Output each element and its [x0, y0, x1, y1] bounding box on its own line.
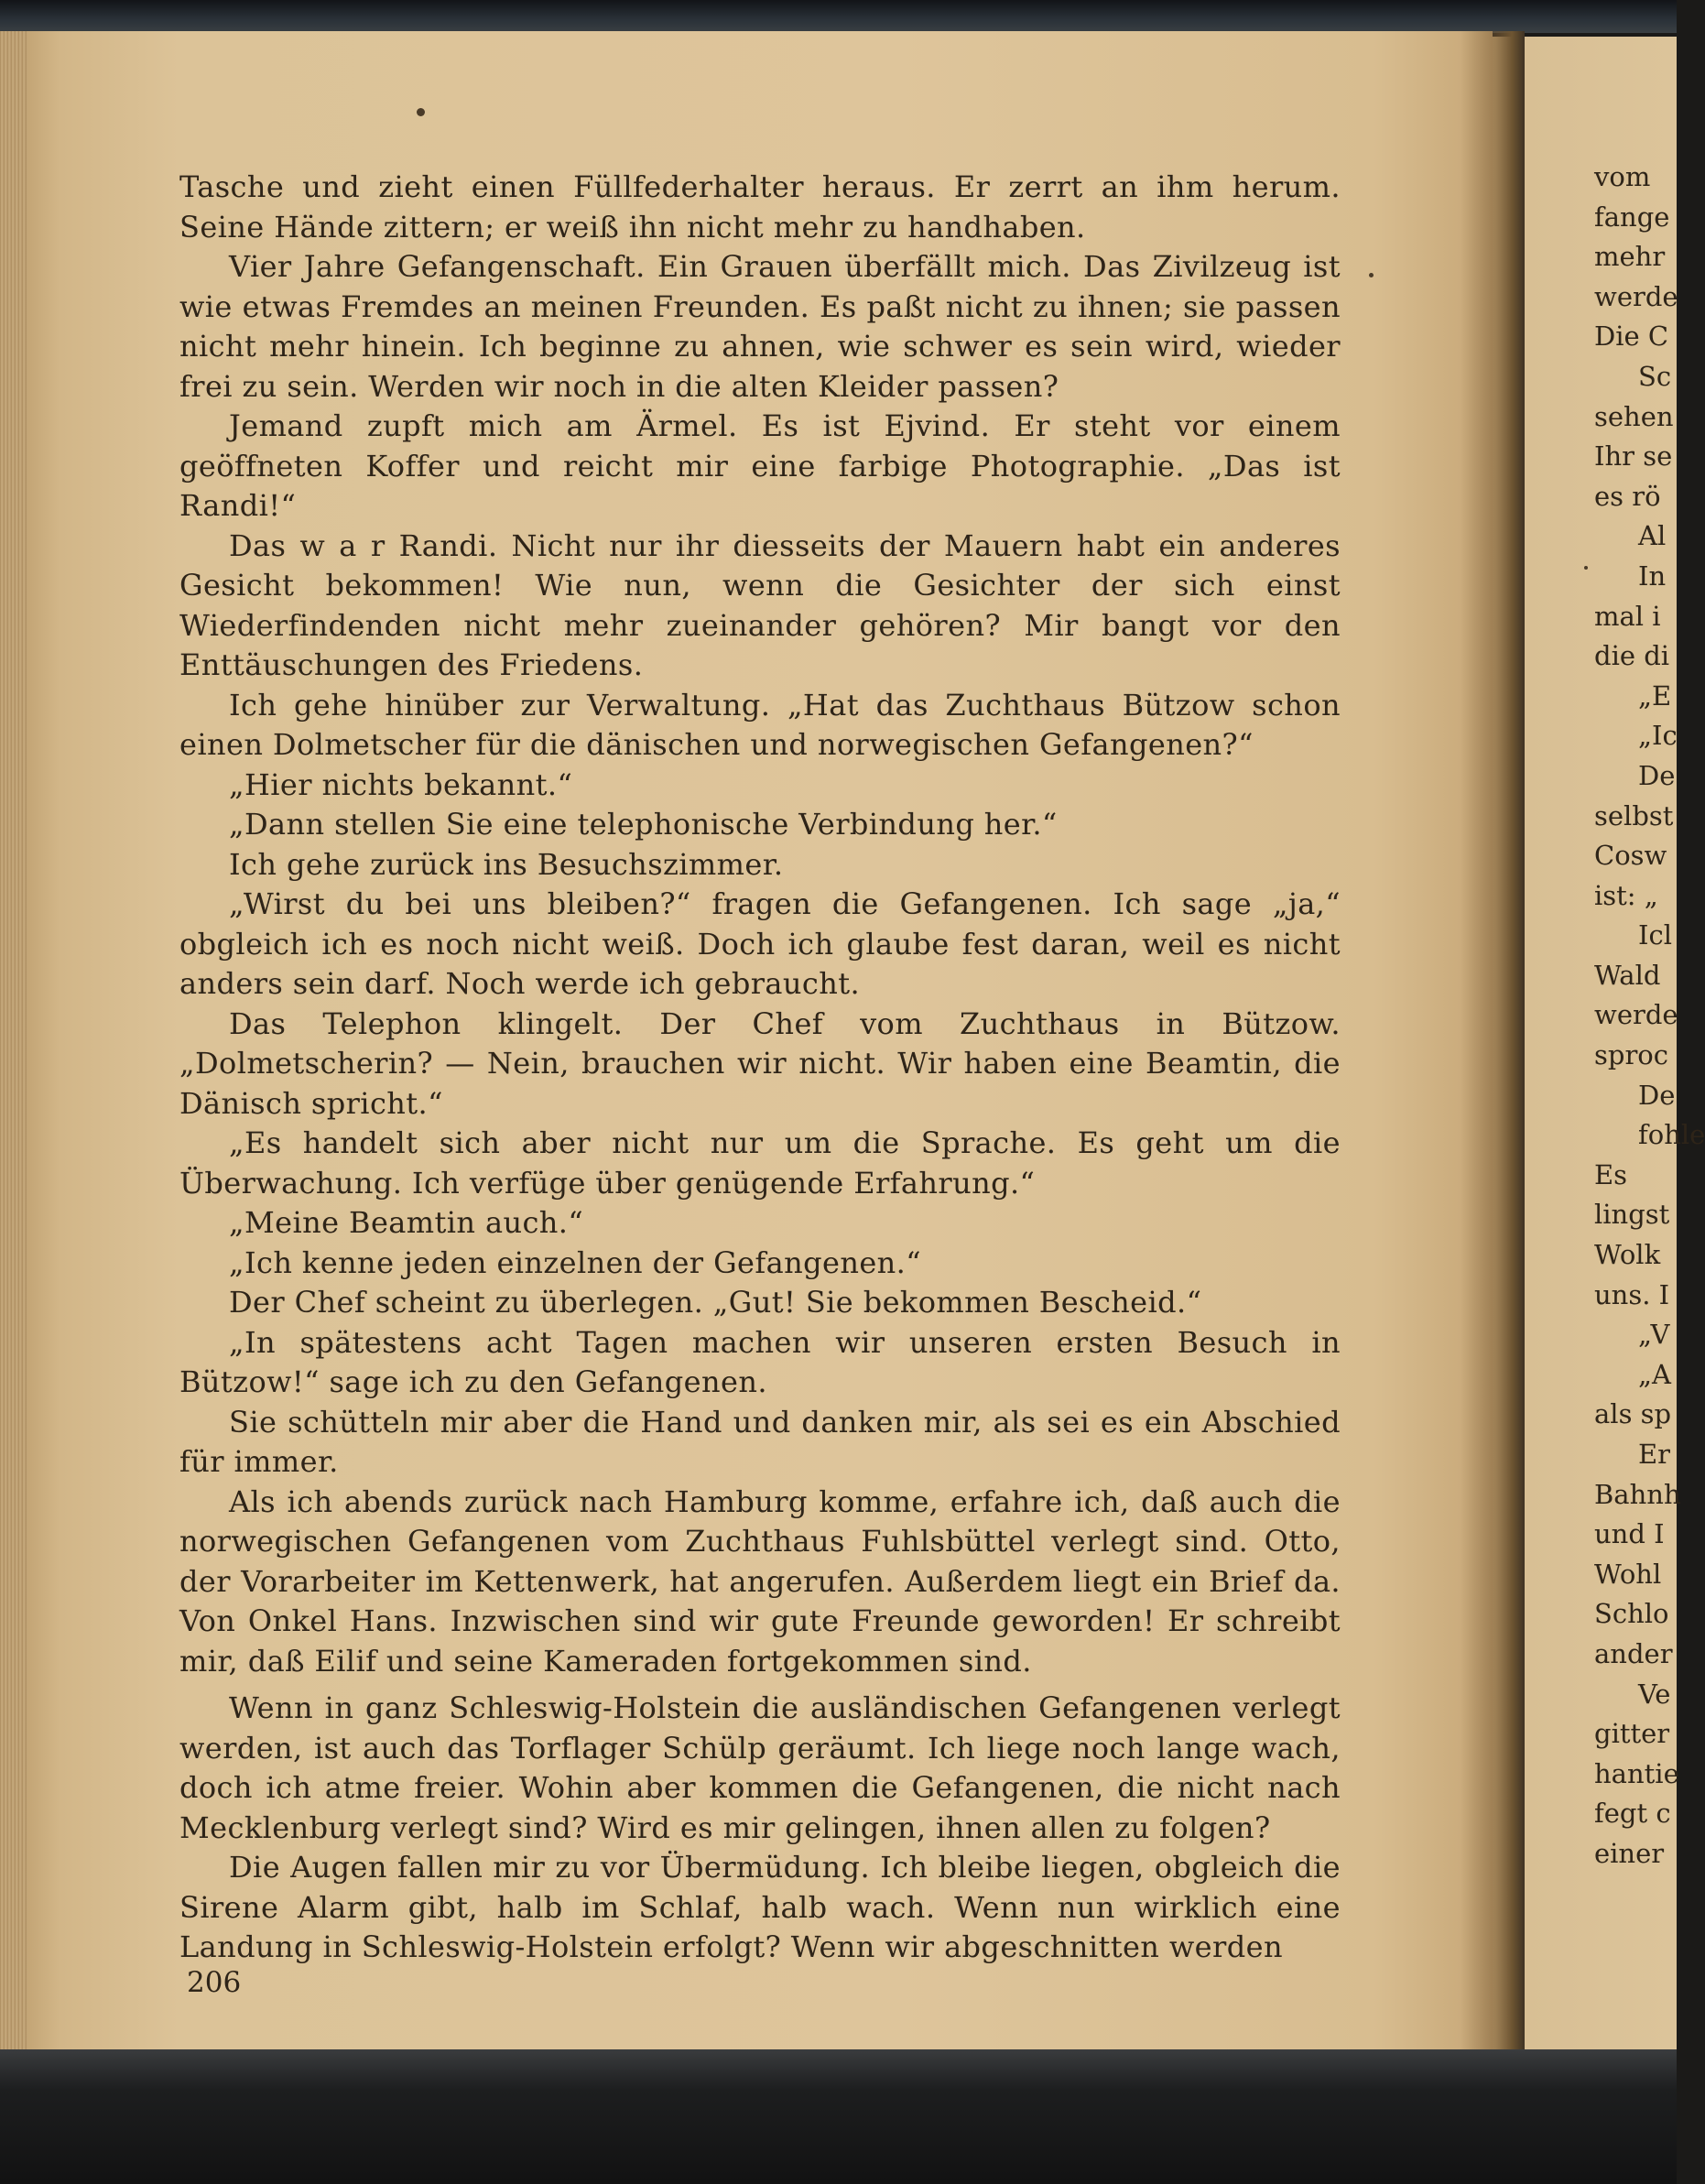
right-page-line: Wald — [1594, 959, 1661, 991]
paragraph: „Ich kenne jeden einzelnen der Gefangenen.“ — [229, 1244, 922, 1280]
right-page-line: lingst — [1594, 1199, 1670, 1231]
right-page-line: Wolk — [1594, 1239, 1661, 1271]
right-page-line: gitter — [1594, 1718, 1670, 1750]
paragraph: Das Telephon klingelt. Der Chef vom Zuchthaus in Bützow. „Dolmetscherin? — Nein, brauchen wir nicht. Wir haben eine Beamtin, die Dänisch spricht.“ — [179, 1005, 1341, 1121]
page-stack-edge — [0, 31, 27, 2055]
paragraph: Sie schütteln mir aber die Hand und danken mir, als sei es ein Abschied für immer. — [179, 1404, 1341, 1479]
left-page-text — [179, 168, 1341, 1968]
right-page-line: sproc — [1594, 1039, 1669, 1071]
right-page-line: „Ic — [1638, 720, 1678, 752]
right-page-line: Die C — [1594, 321, 1669, 353]
right-page-line: und I — [1594, 1518, 1665, 1550]
right-page-line: „A — [1638, 1358, 1671, 1390]
right-page-line: De — [1638, 759, 1676, 791]
right-page-line: fegt c — [1594, 1798, 1671, 1830]
right-page-line: „V — [1638, 1319, 1670, 1351]
bottom-book-edge — [0, 2049, 1677, 2184]
right-page-line: werde — [1594, 280, 1678, 312]
paragraph: „Wirst du bei uns bleiben?“ fragen die Gefangenen. Ich sage „ja,“ obgleich ich es noch nicht weiß. Doch ich glaube fest daran, weil es nicht anders sein darf. Noch werde ich gebraucht. — [179, 886, 1341, 1001]
paragraph: Der Chef scheint zu überlegen. „Gut! Sie bekommen Bescheid.“ — [229, 1285, 1202, 1320]
paragraph: „In spätestens acht Tagen machen wir unseren ersten Besuch in Bützow!“ sage ich zu den Gefangenen. — [179, 1324, 1341, 1399]
paragraph: „Dann stellen Sie eine telephonische Verbindung her.“ — [229, 807, 1058, 842]
right-page-line: fohle — [1638, 1119, 1705, 1151]
right-page-line: mal i — [1594, 600, 1661, 632]
right-page-line: einer — [1594, 1837, 1665, 1869]
right-page-line: Es — [1594, 1158, 1628, 1190]
paragraph: „Hier nichts bekannt.“ — [229, 766, 573, 802]
right-page-line: De — [1638, 1079, 1676, 1111]
right-page-line: hantie — [1594, 1757, 1679, 1789]
paragraph: Jemand zupft mich am Ärmel. Es ist Ejvind. Er steht vor einem geöffneten Koffer und reicht mir eine farbige Photographie. „Das ist Randi!“ — [179, 408, 1341, 523]
right-page-line: Wohl — [1594, 1558, 1662, 1590]
right-page-line: Cosw — [1594, 840, 1667, 872]
right-page-line: sehen — [1594, 400, 1674, 432]
paragraph: Ich gehe zurück ins Besuchszimmer. — [229, 846, 784, 882]
right-page-line: vom — [1594, 161, 1651, 192]
paper-speck — [1584, 566, 1588, 570]
right-page-line: mehr — [1594, 241, 1666, 273]
right-page-line: als sp — [1594, 1398, 1672, 1430]
right-page-line: die di — [1594, 640, 1670, 672]
right-page-line: In — [1638, 560, 1667, 592]
right-page-line: Bahnh — [1594, 1478, 1681, 1510]
right-page-line: ist: „ — [1594, 879, 1658, 911]
page-number: 206 — [187, 1966, 242, 1999]
right-page-text-fragments — [1594, 158, 1705, 1874]
paragraph: Als ich abends zurück nach Hamburg komme, erfahre ich, daß auch die norwegischen Gefangenen vom Zuchthaus Fuhlsbüttel verlegt sind. Otto, der Vorarbeiter im Kettenwerk, hat angerufen. Außerdem liegt ein Brief da. Von Onkel Hans. Inzwischen sind wir gute Freunde geworden! Er schreibt mir, daß Eilif und seine Kameraden fortgekommen sind. — [179, 1483, 1341, 1679]
paragraph: Wenn in ganz Schleswig-Holstein die ausländischen Gefangenen verlegt werden, ist auch das Torflager Schülp geräumt. Ich liege noch lange wach, doch ich atme freier. Wohin aber kommen die Gefangenen, die nicht nach Mecklenburg verlegt sind? Wird es mir gelingen, ihnen allen zu folgen? — [179, 1690, 1341, 1845]
right-page-line: werde — [1594, 999, 1678, 1031]
book-gutter — [1461, 31, 1525, 2055]
right-page-line: es rö — [1594, 480, 1661, 512]
paragraph: Ich gehe hinüber zur Verwaltung. „Hat das Zuchthaus Bützow schon einen Dolmetscher für die dänischen und norwegischen Gefangenen?“ — [179, 687, 1341, 762]
right-page-line: selbst — [1594, 799, 1674, 831]
right-page-line: ander — [1594, 1637, 1673, 1669]
right-page-line: Sc — [1638, 360, 1672, 392]
right-page-line: uns. I — [1594, 1278, 1670, 1310]
paragraph: Das w a r Randi. Nicht nur ihr diesseits der Mauern habt ein anderes Gesicht bekommen! Wie nun, wenn die Gesichter der sich einst Wiederfindenden nicht mehr zueinander gehören? Mir bangt vor den Enttäuschungen des Friedens. — [179, 527, 1341, 682]
top-book-edge — [0, 0, 1677, 33]
paragraph: Die Augen fallen mir zu vor Übermüdung. Ich bleibe liegen, obgleich die Sirene Alarm gibt, halb im Schlaf, halb wach. Wenn nun wirklich eine Landung in Schleswig-Holstein erfolgt? Wenn wir abgeschnitten werden — [179, 1850, 1341, 1964]
right-page-line: fange — [1594, 201, 1670, 233]
paper-speck — [1369, 273, 1374, 277]
right-page-line: Ve — [1638, 1678, 1671, 1710]
right-page-line: Ihr se — [1594, 440, 1673, 473]
paragraph: Vier Jahre Gefangenschaft. Ein Grauen überfällt mich. Das Zivilzeug ist wie etwas Fremdes an meinen Freunden. Es paßt nicht zu ihnen; sie passen nicht mehr hinein. Ich beginne zu ahnen, wie schwer es sein wird, wieder frei zu sein. Werden wir noch in die alten Kleider passen? — [179, 249, 1341, 404]
right-page-line: Icl — [1638, 919, 1672, 951]
paper-speck — [417, 108, 425, 116]
right-page-line: „E — [1638, 679, 1672, 712]
paragraph: „Es handelt sich aber nicht nur um die Sprache. Es geht um die Überwachung. Ich verfüge über genügende Erfahrung.“ — [179, 1125, 1341, 1201]
right-page-line: Er — [1638, 1439, 1671, 1470]
right-page-line: Al — [1638, 520, 1667, 552]
right-page-line: Schlo — [1594, 1598, 1669, 1630]
paragraph: Tasche und zieht einen Füllfederhalter heraus. Er zerrt an ihm herum. Seine Hände zittern; er weiß ihn nicht mehr zu handhaben. — [179, 169, 1341, 244]
paragraph: „Meine Beamtin auch.“ — [229, 1205, 584, 1240]
